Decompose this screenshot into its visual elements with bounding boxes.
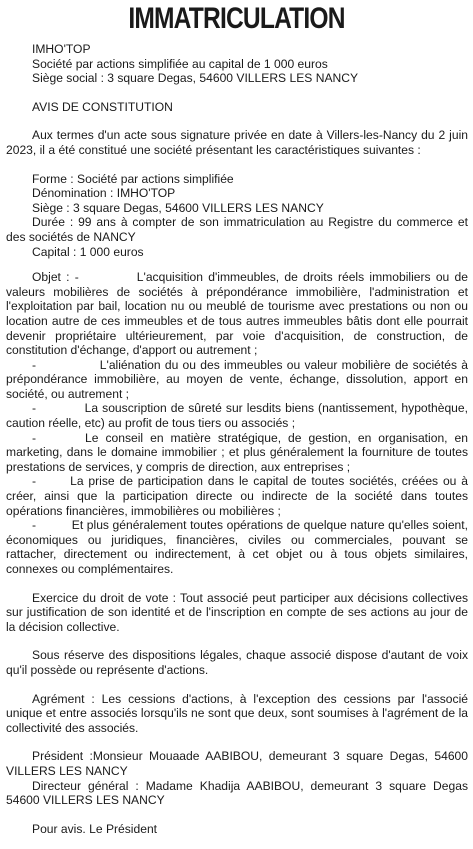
objet-dash: - — [32, 401, 37, 416]
char-capital: Capital : 1 000 euros — [32, 244, 144, 259]
objet-dash: - — [32, 518, 37, 533]
objet-dash: - — [32, 474, 37, 489]
agrement-paragraph: Agrément : Les cessions d'actions, à l'exception des cessions par l'associé unique et entre associés lorsqu'ils ne sont que deux, sont soumises à l'agrément de la collectivité des associés. — [6, 691, 468, 735]
objet-text: L'aliénation du ou des immeubles ou valeur mobilière de sociétés à prépondérance immobilière, au moyen de vente, échange, dissolution, apport en société, ou autrement ; — [6, 357, 468, 401]
president-paragraph: Président :Monsieur Mouaade AABIBOU, demeurant 3 square Degas, 54600 VILLERS LES NANCY — [6, 749, 468, 778]
objet-dash: - — [32, 430, 37, 445]
objet-text: L'acquisition d'immeubles, de droits réels immobiliers ou de valeurs mobilières de sociétés à prépondérance immobilière, l'administration et l'exploitation par bail, location nu ou meublé de tourisme avec prestations ou non ou location autre de ces immeubles et de tous autres immeubles bâtis dont elle pourrait devenir propriétaire ultérieurement, par voie d'acquisition, de construction, de constitution d'échange, d'apport ou autrement ; — [6, 270, 469, 358]
objet-text: La souscription de sûreté sur lesdits biens (nantissement, hypothèque, caution réelle, etc) au profit de tous tiers ou associés ; — [6, 401, 468, 431]
company-capital: Société par actions simplifiée au capital de 1 000 euros — [32, 56, 328, 71]
page-title: IMMATRICULATION — [128, 2, 345, 35]
objet-item — [6, 401, 468, 430]
char-duree: Durée : 99 ans à compter de son immatriculation au Registre du commerce et des sociétés de NANCY — [6, 215, 468, 244]
objet-label: Objet : - — [32, 270, 79, 285]
objet-item — [6, 518, 468, 576]
char-siege: Siège : 3 square Degas, 54600 VILLERS LES NANCY — [32, 200, 324, 215]
reserve-paragraph: Sous réserve des dispositions légales, chaque associé dispose d'autant de voix qu'il possède ou représente d'actions. — [6, 648, 468, 677]
objet-item — [6, 270, 468, 358]
company-siege: Siège social : 3 square Degas, 54600 VILLERS LES NANCY — [32, 71, 359, 86]
objet-dash: - — [32, 357, 37, 372]
notice-title: AVIS DE CONSTITUTION — [32, 99, 173, 114]
objet-item — [6, 358, 468, 402]
objet-section — [6, 270, 468, 576]
objet-text: Le conseil en matière stratégique, de gestion, en organisation, en marketing, dans le domaine immobilier ; et plus généralement la fourniture de toutes prestations de services, y compris de direction, aux entreprises ; — [6, 430, 468, 474]
intro-paragraph: Aux termes d'un acte sous signature privée en date à Villers-les-Nancy du 2 juin 2023, il a été constitué une société présentant les caractéristiques suivantes : — [6, 128, 468, 157]
notice-body — [6, 42, 468, 836]
directeur-paragraph: Directeur général : Madame Khadija AABIBOU, demeurant 3 square Degas 54600 VILLERS LES NANCY — [6, 778, 468, 808]
characteristics — [6, 172, 468, 260]
objet-item — [6, 431, 468, 475]
objet-text: La prise de participation dans le capital de toutes sociétés, créées ou à créer, ainsi que la participation directe ou indirecte de la société dans toutes opérations financières, immobilières ou mobilières ; — [6, 474, 468, 518]
char-forme: Forme : Société par actions simplifiée — [32, 171, 234, 186]
closing-signature: Pour avis. Le Président — [32, 821, 158, 836]
objet-text: Et plus généralement toutes opérations de quelque nature qu'elles soient, économiques ou juridiques, financières, civiles ou commerciales, pouvant se rattacher, directement ou indirectement, à cet objet ou à tous objets similaires, connexes ou complémentaires. — [6, 518, 468, 576]
objet-item — [6, 474, 468, 518]
company-header — [6, 42, 468, 86]
company-name: IMHO'TOP — [32, 42, 91, 56]
vote-paragraph: Exercice du droit de vote : Tout associé peut participer aux décisions collectives sur justification de son identité et de l'inscription en compte de ses actions au jour de la décision collective. — [6, 590, 468, 634]
char-denomination: Dénomination : IMHO'TOP — [32, 186, 176, 201]
